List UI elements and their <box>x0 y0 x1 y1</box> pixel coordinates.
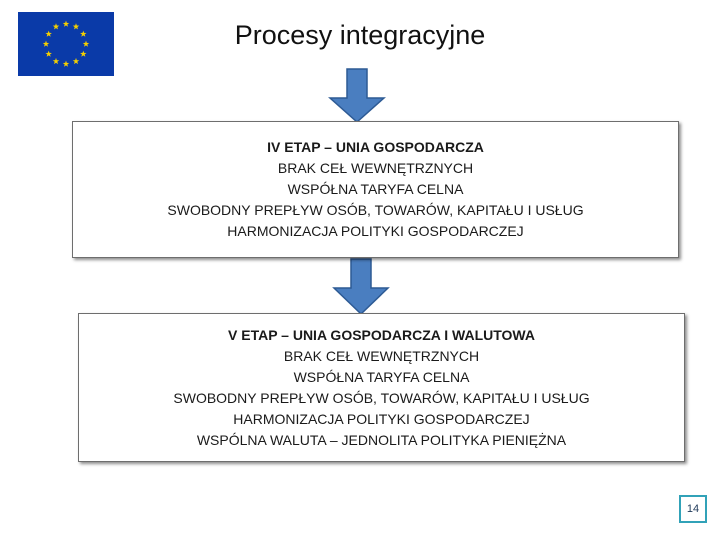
stage-5-line: WSPÓLNA WALUTA – JEDNOLITA POLITYKA PIENIĘŻNA <box>196 431 567 448</box>
page-number: 14 <box>679 495 707 523</box>
down-arrow-icon <box>327 68 387 124</box>
stage-5-box <box>78 313 685 462</box>
stage-5-heading: V ETAP – UNIA GOSPODARCZA I WALUTOWA <box>228 326 535 343</box>
down-arrow-icon <box>331 258 391 316</box>
stage-5-line: WSPÓŁNA TARYFA CELNA <box>293 368 470 385</box>
stage-4-line: BRAK CEŁ WEWNĘTRZNYCH <box>277 160 474 176</box>
stage-5-line: SWOBODNY PREPŁYW OSÓB, TOWARÓW, KAPITAŁU I USŁUG <box>173 389 590 406</box>
stage-4-line: HARMONIZACJA POLITYKI GOSPODARCZEJ <box>227 223 524 239</box>
stage-4-box <box>72 121 679 258</box>
stage-5-line: HARMONIZACJA POLITYKI GOSPODARCZEJ <box>233 410 530 427</box>
stage-4-line: WSPÓŁNA TARYFA CELNA <box>287 181 464 197</box>
page-title: Procesy integracyjne <box>234 20 486 50</box>
stage-4-line: SWOBODNY PREPŁYW OSÓB, TOWARÓW, KAPITAŁU I USŁUG <box>167 202 584 218</box>
stage-5-line: BRAK CEŁ WEWNĘTRZNYCH <box>283 347 480 364</box>
eu-flag-icon <box>18 12 114 76</box>
stage-4-heading: IV ETAP – UNIA GOSPODARCZA <box>267 139 484 155</box>
